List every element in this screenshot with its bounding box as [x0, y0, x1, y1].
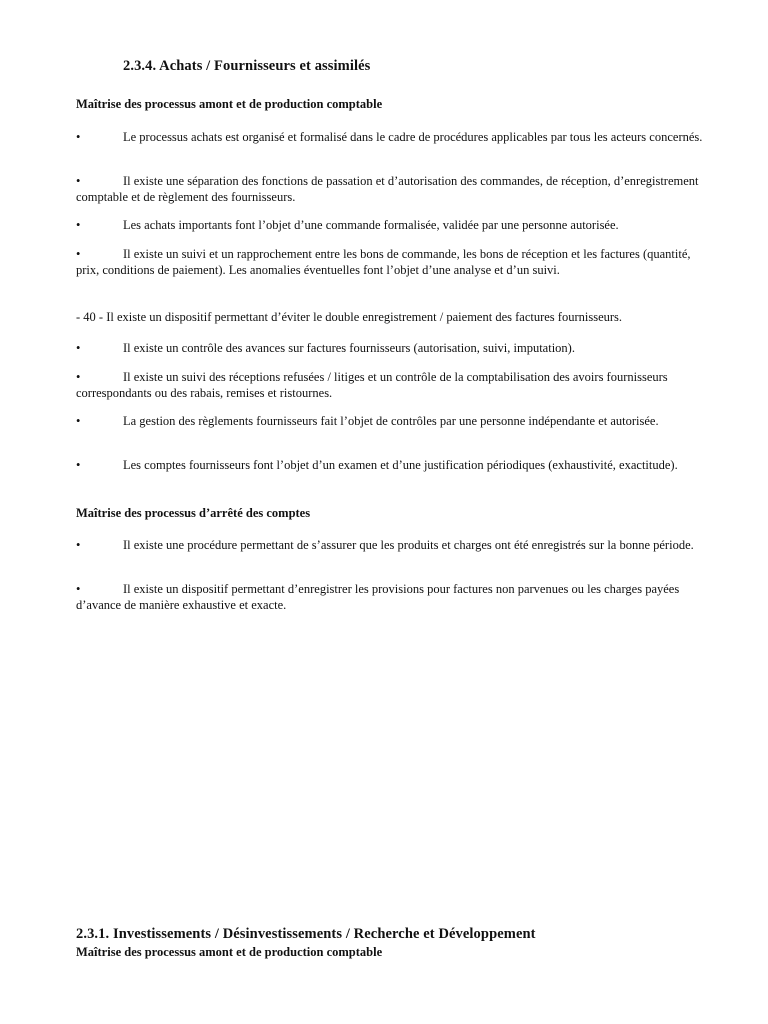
- subheading-processus-amont: Maîtrise des processus amont et de production comptable: [76, 97, 383, 111]
- bullet-paragraph: [76, 537, 716, 553]
- page-break-paragraph: - 40 - Il existe un dispositif permettant d’éviter le double enregistrement / paiement des factures fournisseurs.: [76, 310, 623, 324]
- paragraph-text: Les comptes fournisseurs font l’objet d’un examen et d’une justification périodiques (exhaustivité, exactitude).: [123, 458, 678, 472]
- bullet-icon: •: [76, 247, 81, 261]
- bullet-paragraph: [76, 129, 716, 145]
- bullet-icon: •: [76, 538, 81, 552]
- bullet-paragraph: [76, 413, 716, 429]
- bullet-icon: •: [76, 414, 81, 428]
- bullet-paragraph: [76, 369, 716, 401]
- subheading-processus-amont-2: Maîtrise des processus amont et de production comptable: [76, 945, 383, 959]
- section-heading-investissements: 2.3.1. Investissements / Désinvestissements / Recherche et Développement: [76, 926, 536, 942]
- paragraph-text: Il existe un suivi des réceptions refusées / litiges et un contrôle de la comptabilisation des avoirs fournisseurs correspondants ou des rabais, remises et ristournes.: [76, 370, 668, 400]
- paragraph-text: Le processus achats est organisé et formalisé dans le cadre de procédures applicables par tous les acteurs concernés.: [123, 130, 703, 144]
- paragraph-text: Les achats importants font l’objet d’une commande formalisée, validée par une personne autorisée.: [123, 218, 619, 232]
- bullet-icon: •: [76, 582, 81, 596]
- paragraph-text: Il existe un dispositif permettant d’enregistrer les provisions pour factures non parvenues ou les charges payées d’avance de manière exhaustive et exacte.: [76, 582, 680, 612]
- bullet-icon: •: [76, 341, 81, 355]
- bullet-paragraph: [76, 173, 716, 205]
- section-heading-achats: 2.3.4. Achats / Fournisseurs et assimilés: [123, 58, 371, 74]
- bullet-paragraph: [76, 246, 716, 278]
- bullet-paragraph: [76, 457, 716, 473]
- bullet-paragraph: [76, 340, 716, 356]
- bullet-icon: •: [76, 370, 81, 384]
- paragraph-text: Il existe un suivi et un rapprochement entre les bons de commande, les bons de réception et les factures (quantité, prix, conditions de paiement). Les anomalies éventuelles font l’objet d’une analyse et d’un suivi.: [76, 247, 691, 277]
- bullet-icon: •: [76, 458, 81, 472]
- paragraph-text: La gestion des règlements fournisseurs fait l’objet de contrôles par une personne indépendante et autorisée.: [123, 414, 659, 428]
- paragraph-text: Il existe un contrôle des avances sur factures fournisseurs (autorisation, suivi, imputation).: [123, 341, 575, 355]
- bullet-paragraph: [76, 581, 716, 613]
- bullet-icon: •: [76, 174, 81, 188]
- bullet-paragraph: [76, 217, 716, 233]
- bullet-icon: •: [76, 130, 81, 144]
- paragraph-text: Il existe une procédure permettant de s’assurer que les produits et charges ont été enregistrés sur la bonne période.: [123, 538, 694, 552]
- paragraph-text: Il existe une séparation des fonctions de passation et d’autorisation des commandes, de réception, d’enregistrement comptable et de règlement des fournisseurs.: [76, 174, 699, 204]
- bullet-icon: •: [76, 218, 81, 232]
- subheading-arrete-comptes: Maîtrise des processus d’arrêté des comptes: [76, 506, 311, 520]
